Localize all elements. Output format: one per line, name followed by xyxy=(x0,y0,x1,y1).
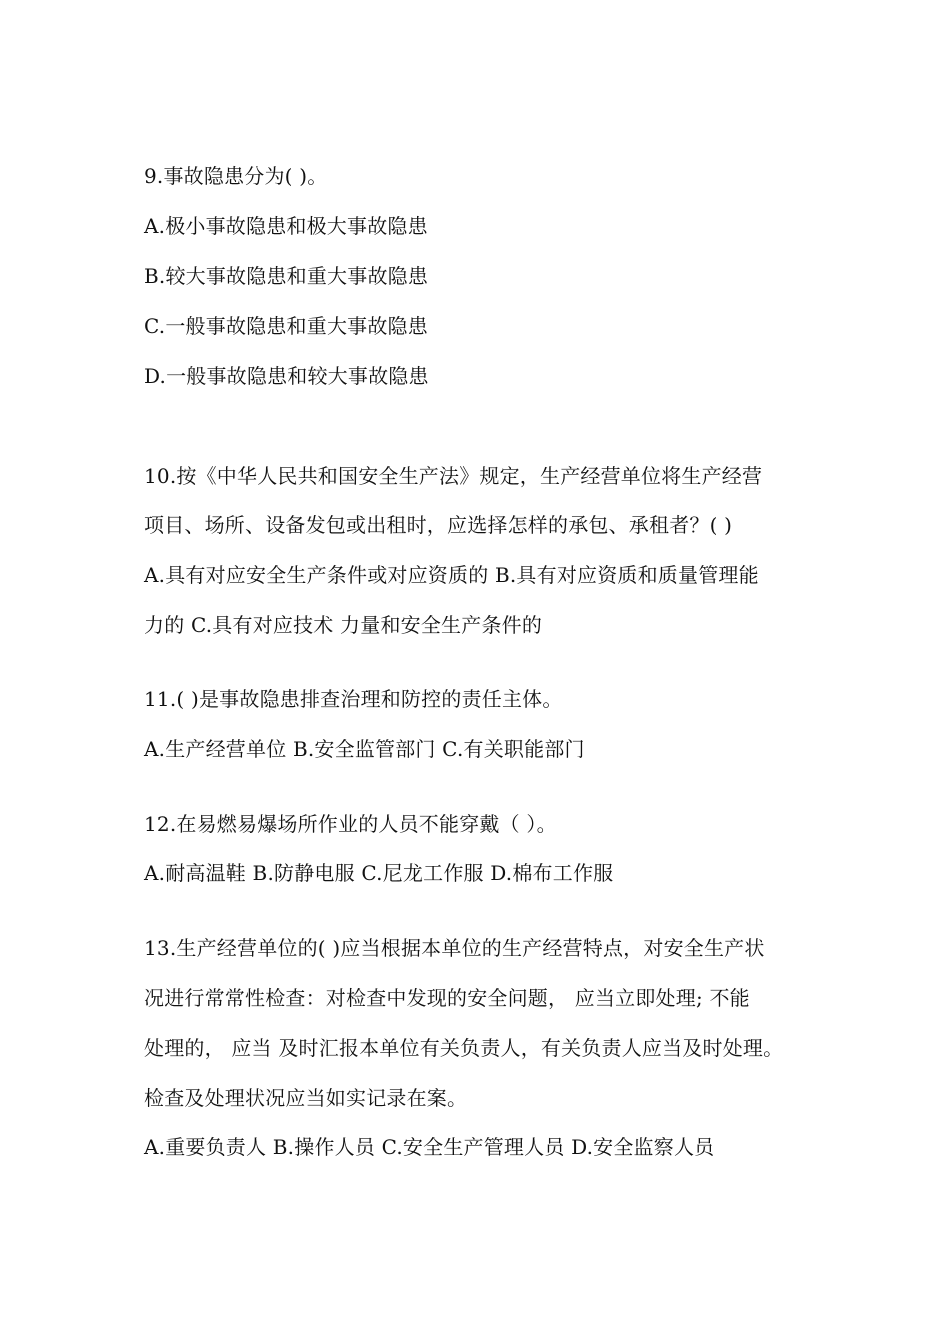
question-9-option-c: C.一般事故隐患和重大事故隐患 xyxy=(144,314,428,338)
question-13-options: A.重要负责人 B.操作人员 C.安全生产管理人员 D.安全监察人员 xyxy=(144,1135,715,1159)
question-10-stem-line-2: 项目、场所、设备发包或出租时，应选择怎样的承包、承租者？( ) xyxy=(144,513,733,537)
question-10-options-line-1: A.具有对应安全生产条件或对应资质的 B.具有对应资质和质量管理能 xyxy=(144,563,759,587)
question-12-options: A.耐高温鞋 B.防静电服 C.尼龙工作服 D.棉布工作服 xyxy=(144,861,614,885)
question-9-option-b: B.较大事故隐患和重大事故隐患 xyxy=(144,264,429,288)
question-13-stem-line-2: 况进行常常性检查：对检查中发现的安全问题， 应当立即处理; 不能 xyxy=(144,986,750,1010)
question-10-stem-line-1: 10.按《中华人民共和国安全生产法》规定，生产经营单位将生产经营 xyxy=(144,464,763,488)
question-9-option-a: A.极小事故隐患和极大事故隐患 xyxy=(144,214,428,238)
question-9-stem: 9.事故隐患分为( )。 xyxy=(144,164,328,188)
question-11-stem: 11.( )是事故隐患排查治理和防控的责任主体。 xyxy=(144,687,563,711)
question-13-stem-line-4: 检查及处理状况应当如实记录在案。 xyxy=(144,1086,468,1110)
question-10-options-line-2: 力的 C.具有对应技术 力量和安全生产条件的 xyxy=(144,613,543,637)
question-12-stem: 12.在易燃易爆场所作业的人员不能穿戴（ ）。 xyxy=(144,812,557,836)
question-9-option-d: D.一般事故隐患和较大事故隐患 xyxy=(144,364,429,388)
question-13-stem-line-3: 处理的， 应当 及时汇报本单位有关负责人，有关负责人应当及时处理。 xyxy=(144,1036,784,1060)
question-13-stem-line-1: 13.生产经营单位的( )应当根据本单位的生产经营特点，对安全生产状 xyxy=(144,936,765,960)
question-11-options: A.生产经营单位 B.安全监管部门 C.有关职能部门 xyxy=(144,737,585,761)
